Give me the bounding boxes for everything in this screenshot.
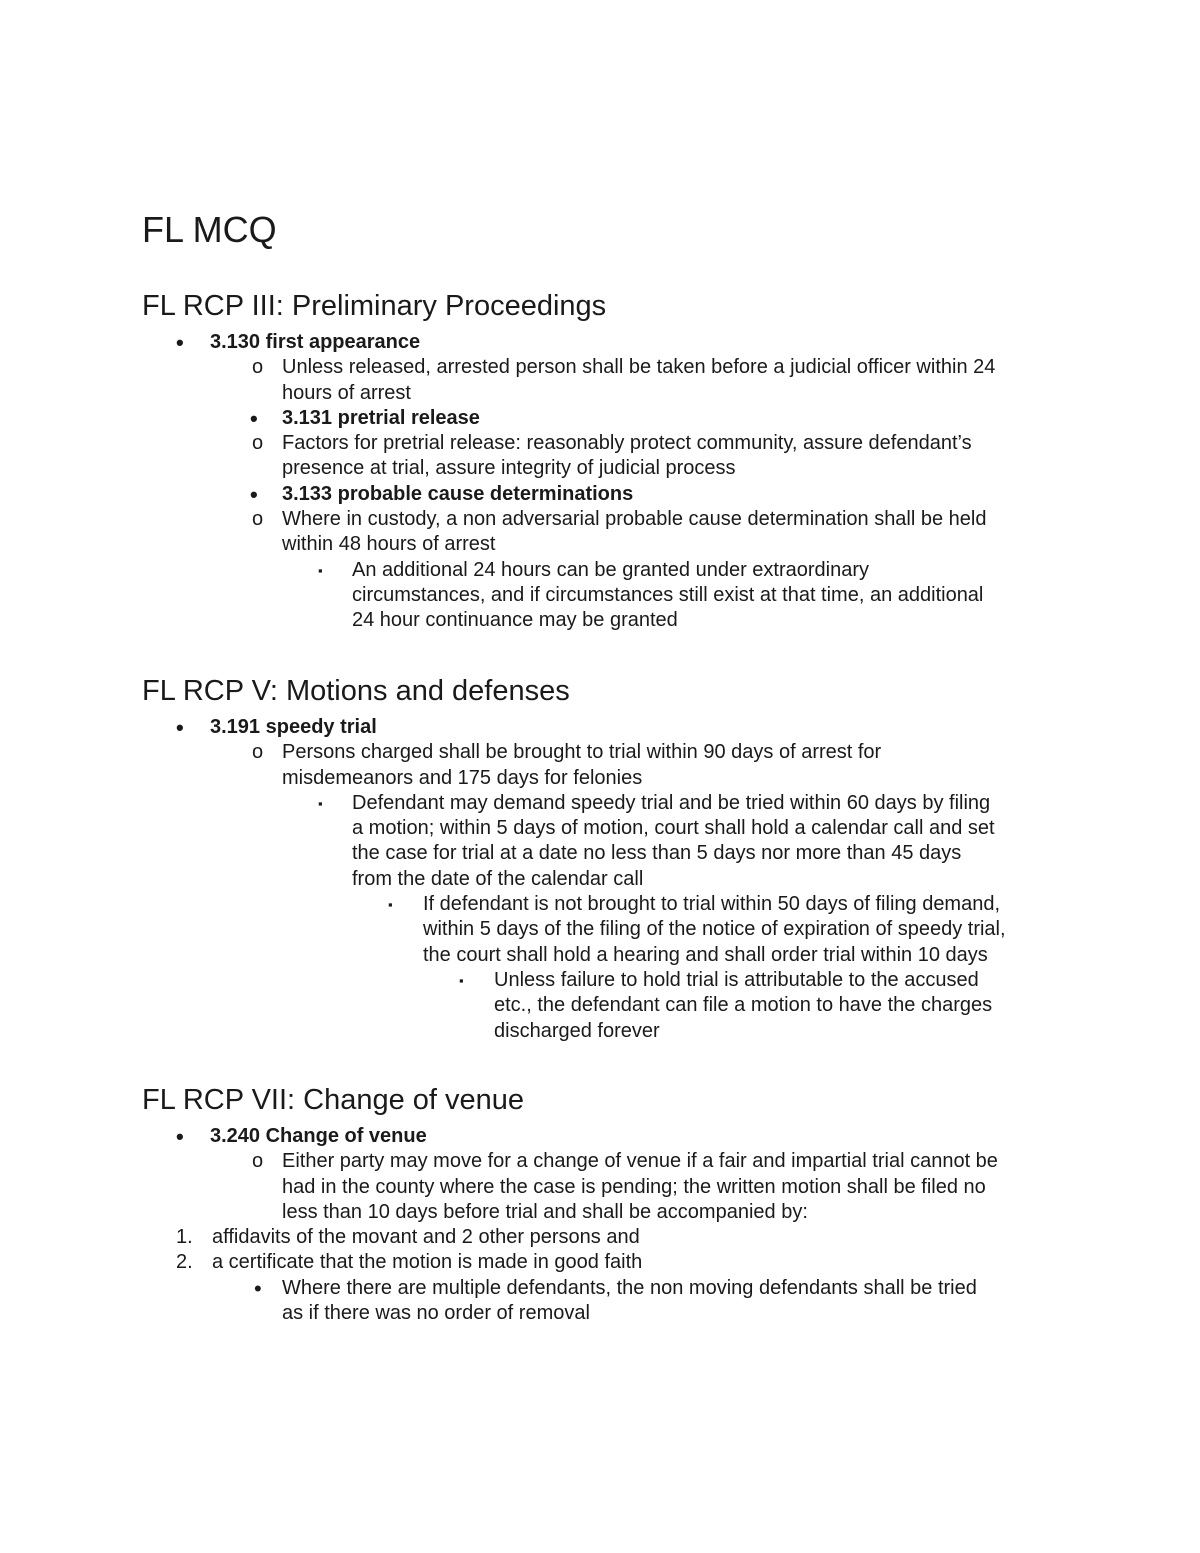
list-item-text: 3.131 pretrial release (282, 406, 480, 429)
list-item (142, 532, 1102, 557)
list-item-text: etc., the defendant can file a motion to have the charges (494, 994, 993, 1017)
section-list (142, 330, 1102, 634)
list-item (142, 892, 1102, 917)
list-item (142, 816, 1102, 841)
list-item (142, 993, 1102, 1018)
list-item-text: misdemeanors and 175 days for felonies (282, 766, 643, 789)
section-heading: FL RCP V: Motions and defenses (142, 675, 570, 707)
list-item-text: Defendant may demand speedy trial and be tried within 60 days by filing (352, 791, 991, 814)
list-item (142, 1019, 1102, 1044)
list-item-text: within 48 hours of arrest (282, 533, 496, 556)
list-item (142, 381, 1102, 406)
square-bullet-icon: ▪ (388, 897, 393, 913)
list-item-text: had in the county where the case is pending; the written motion shall be filed no (282, 1175, 986, 1198)
square-bullet-icon: ▪ (459, 972, 464, 988)
list-item-text: 3.133 probable cause determinations (282, 482, 634, 505)
list-item-text: the case for trial at a date no less than 5 days nor more than 45 days (352, 842, 962, 865)
list-item (142, 791, 1102, 816)
list-item-text: less than 10 days before trial and shall be accompanied by: (282, 1200, 808, 1223)
list-item-text: the court shall hold a hearing and shall order trial within 10 days (423, 943, 988, 966)
section-heading: FL RCP VII: Change of venue (142, 1084, 525, 1116)
list-item-text: Where there are multiple defendants, the non moving defendants shall be tried (282, 1276, 977, 1299)
list-item (142, 1301, 1102, 1326)
page-title: FL MCQ (142, 209, 277, 250)
list-number: 2. (176, 1251, 193, 1274)
bullet-icon: • (176, 715, 184, 740)
list-item-text: Where in custody, a non adversarial probable cause determination shall be held (282, 508, 987, 531)
list-item-text: within 5 days of the filing of the notice of expiration of speedy trial, (423, 918, 1006, 941)
list-item (142, 1200, 1102, 1225)
list-item (142, 715, 1102, 740)
list-item (142, 482, 1102, 507)
list-item (142, 406, 1102, 431)
list-item-text: If defendant is not brought to trial within 50 days of filing demand, (423, 893, 1001, 916)
list-item (142, 1276, 1102, 1301)
list-item-text: 3.191 speedy trial (210, 716, 377, 738)
list-item (142, 740, 1102, 765)
list-item (142, 968, 1102, 993)
list-item (142, 1225, 1102, 1250)
circle-bullet-icon: o (252, 741, 264, 764)
list-item-text: affidavits of the movant and 2 other persons and (212, 1226, 640, 1249)
list-item (142, 1124, 1102, 1149)
list-item-text: as if there was no order of removal (282, 1302, 590, 1325)
list-item-text: from the date of the calendar call (352, 867, 644, 890)
list-item-text: Either party may move for a change of venue if a fair and impartial trial cannot be (282, 1150, 998, 1173)
list-item-text: hours of arrest (282, 381, 411, 404)
list-item-text: Unless failure to hold trial is attributable to the accused (494, 968, 979, 991)
section-preliminary-proceedings (142, 288, 1102, 634)
circle-bullet-icon: o (252, 432, 264, 455)
square-bullet-icon: ▪ (318, 795, 323, 811)
list-item-text: a motion; within 5 days of motion, court shall hold a calendar call and set (352, 817, 995, 840)
circle-bullet-icon: o (252, 1150, 264, 1173)
list-item (142, 766, 1102, 791)
section-motions-and-defenses (142, 673, 1102, 1044)
bullet-icon: • (254, 1275, 262, 1301)
list-item-text: 24 hour continuance may be granted (352, 609, 678, 632)
list-item (142, 558, 1102, 583)
square-bullet-icon: ▪ (318, 562, 323, 578)
circle-bullet-icon: o (252, 356, 264, 379)
bullet-icon: • (250, 481, 258, 507)
list-item-text: circumstances, and if circumstances still exist at that time, an additional (352, 583, 984, 606)
list-item (142, 943, 1102, 968)
bullet-icon: • (176, 1124, 184, 1149)
section-list (142, 1124, 1102, 1326)
list-item-text: Factors for pretrial release: reasonably protect community, assure defendant’s (282, 432, 972, 455)
list-item-text: discharged forever (494, 1019, 660, 1042)
bullet-icon: • (176, 330, 184, 355)
list-item-text: a certificate that the motion is made in good faith (212, 1251, 643, 1274)
list-item-text: Persons charged shall be brought to trial within 90 days of arrest for (282, 741, 882, 764)
list-item-text: Unless released, arrested person shall be taken before a judicial officer within 24 (282, 356, 996, 379)
list-item (142, 1149, 1102, 1174)
list-item (142, 583, 1102, 608)
list-number: 1. (176, 1226, 193, 1249)
list-item (142, 1175, 1102, 1200)
list-item-text: 3.240 Change of venue (210, 1125, 427, 1147)
list-item (142, 507, 1102, 532)
section-list (142, 715, 1102, 1044)
list-item (142, 456, 1102, 481)
circle-bullet-icon: o (252, 508, 264, 531)
list-item-text: presence at trial, assure integrity of judicial process (282, 457, 736, 480)
bullet-icon: • (250, 405, 258, 431)
list-item (142, 841, 1102, 866)
list-item (142, 917, 1102, 942)
list-item (142, 330, 1102, 355)
list-item (142, 867, 1102, 892)
list-item-text: 3.130 first appearance (210, 331, 421, 353)
list-item (142, 1250, 1102, 1275)
list-item-text: An additional 24 hours can be granted under extraordinary (352, 558, 870, 581)
list-item (142, 355, 1102, 380)
section-heading: FL RCP III: Preliminary Proceedings (142, 290, 607, 322)
list-item (142, 431, 1102, 456)
list-item (142, 608, 1102, 633)
section-change-of-venue (142, 1082, 1102, 1326)
